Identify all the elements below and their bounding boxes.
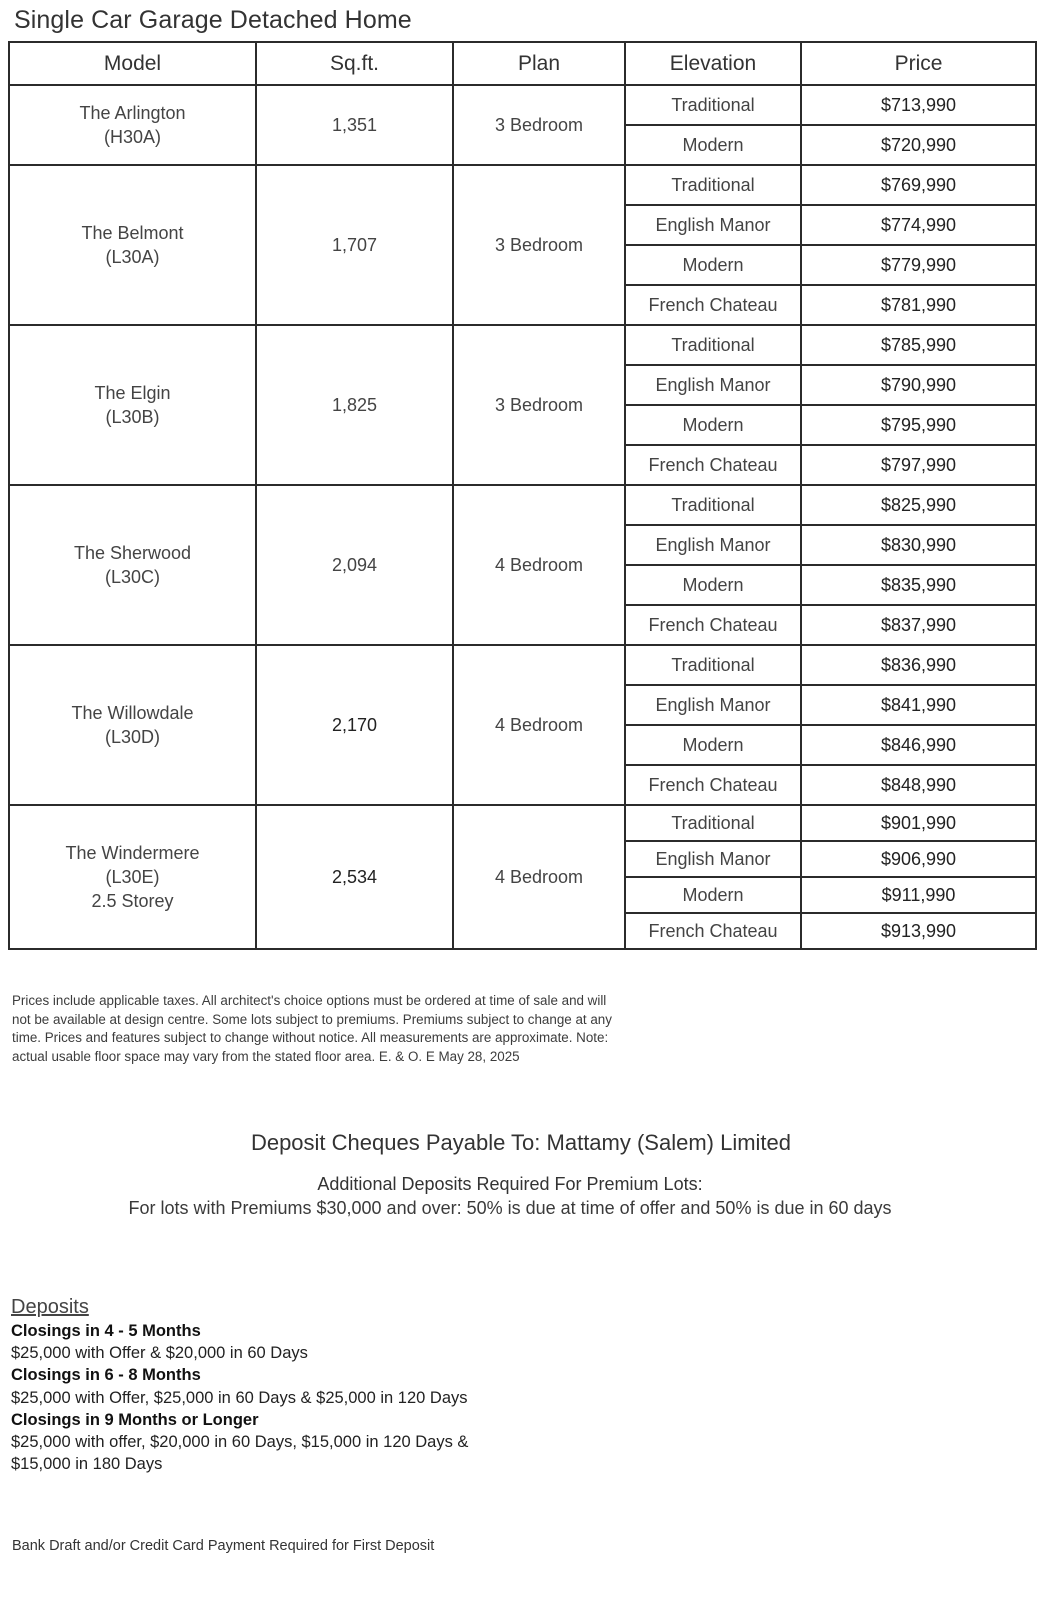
closing-terms: $25,000 with Offer, $25,000 in 60 Days & $25,000 in 120 Days (11, 1388, 468, 1407)
price-cell: $790,990 (801, 365, 1036, 405)
price-cell: $848,990 (801, 765, 1036, 805)
price-cell: $797,990 (801, 445, 1036, 485)
elevation-cell: Modern (625, 125, 801, 165)
elevation-cell: Traditional (625, 645, 801, 685)
price-cell: $713,990 (801, 85, 1036, 125)
closing-heading: Closings in 6 - 8 Months (11, 1366, 201, 1385)
model-name: The Windermere (65, 843, 200, 863)
header-price: Price (801, 42, 1036, 85)
price-table-body (9, 85, 1036, 949)
plan-cell: 3 Bedroom (453, 165, 625, 325)
elevation-cell: Traditional (625, 325, 801, 365)
price-cell: $825,990 (801, 485, 1036, 525)
model-cell (9, 165, 256, 325)
elevation-cell: Traditional (625, 485, 801, 525)
closing-terms: $25,000 with offer, $20,000 in 60 Days, $15,000 in 120 Days & $15,000 in 180 Days (11, 1433, 469, 1474)
page-title: Single Car Garage Detached Home (14, 6, 412, 34)
elevation-cell: Traditional (625, 165, 801, 205)
deposits-section (11, 1294, 611, 1475)
price-cell: $785,990 (801, 325, 1036, 365)
elevation-cell: Modern (625, 405, 801, 445)
model-code: (L30C) (104, 567, 161, 587)
model-name: The Willowdale (71, 703, 194, 723)
plan-cell: 3 Bedroom (453, 325, 625, 485)
price-cell: $913,990 (801, 913, 1036, 949)
model-code: (H30A) (103, 127, 161, 147)
table-row (9, 645, 1036, 685)
elevation-cell: French Chateau (625, 765, 801, 805)
price-cell: $901,990 (801, 805, 1036, 841)
price-cell: $720,990 (801, 125, 1036, 165)
table-row (9, 325, 1036, 365)
plan-cell: 3 Bedroom (453, 85, 625, 165)
price-cell: $846,990 (801, 725, 1036, 765)
elevation-cell: Modern (625, 565, 801, 605)
closing-heading: Closings in 9 Months or Longer (11, 1410, 259, 1429)
header-sqft: Sq.ft. (256, 42, 453, 85)
elevation-cell: Traditional (625, 805, 801, 841)
price-cell: $835,990 (801, 565, 1036, 605)
disclaimer-text: Prices include applicable taxes. All architect's choice options must be ordered at time of sale and will not be available at design centre. Some lots subject to premiums. Premiums subject to change at any time. Prices and features subject to change without notice. All measurements are approximate. Note: actual usable floor space may vary from the stated floor area. E. & O. E May 28, 2025 (12, 993, 612, 1064)
price-table (8, 41, 1037, 950)
model-name: The Arlington (79, 103, 186, 123)
price-cell: $774,990 (801, 205, 1036, 245)
plan-cell: 4 Bedroom (453, 485, 625, 645)
model-note: 2.5 Storey (91, 891, 174, 911)
closing-heading: Closings in 4 - 5 Months (11, 1322, 201, 1340)
elevation-cell: French Chateau (625, 913, 801, 949)
sqft-cell: 2,170 (256, 645, 453, 805)
price-cell: $781,990 (801, 285, 1036, 325)
price-cell: $911,990 (801, 877, 1036, 913)
sqft-cell: 1,825 (256, 325, 453, 485)
model-name: The Sherwood (73, 543, 192, 563)
deposits-title: Deposits (11, 1296, 89, 1318)
premium-lots-text: For lots with Premiums $30,000 and over: 50% is due at time of offer and 50% is due in 60 days (128, 1198, 892, 1218)
elevation-cell: English Manor (625, 841, 801, 877)
header-elevation: Elevation (625, 42, 801, 85)
header-plan: Plan (453, 42, 625, 85)
price-cell: $830,990 (801, 525, 1036, 565)
model-cell (9, 325, 256, 485)
closing-terms: $25,000 with Offer & $20,000 in 60 Days (11, 1344, 308, 1363)
elevation-cell: Modern (625, 725, 801, 765)
price-cell: $906,990 (801, 841, 1036, 877)
elevation-cell: French Chateau (625, 605, 801, 645)
price-cell: $769,990 (801, 165, 1036, 205)
elevation-cell: English Manor (625, 525, 801, 565)
plan-cell: 4 Bedroom (453, 805, 625, 949)
plan-cell: 4 Bedroom (453, 645, 625, 805)
premium-lots-heading: Additional Deposits Required For Premium Lots: (317, 1174, 703, 1194)
model-code: (L30D) (104, 727, 161, 747)
price-cell: $779,990 (801, 245, 1036, 285)
model-cell (9, 645, 256, 805)
footer-note: Bank Draft and/or Credit Card Payment Required for First Deposit (12, 1538, 435, 1554)
elevation-cell: French Chateau (625, 285, 801, 325)
sqft-cell: 2,094 (256, 485, 453, 645)
header-model: Model (9, 42, 256, 85)
deposit-payable-to: Deposit Cheques Payable To: Mattamy (Salem) Limited (250, 1130, 792, 1155)
price-cell: $795,990 (801, 405, 1036, 445)
elevation-cell: Traditional (625, 85, 801, 125)
table-header-row (9, 42, 1036, 85)
elevation-cell: English Manor (625, 365, 801, 405)
model-code: (L30B) (105, 407, 160, 427)
model-code: (L30E) (105, 867, 160, 887)
table-row (9, 485, 1036, 525)
elevation-cell: Modern (625, 245, 801, 285)
model-name: The Elgin (94, 383, 171, 403)
sqft-cell: 1,351 (256, 85, 453, 165)
model-cell (9, 485, 256, 645)
price-cell: $836,990 (801, 645, 1036, 685)
elevation-cell: Modern (625, 877, 801, 913)
model-cell (9, 805, 256, 949)
model-cell (9, 85, 256, 165)
model-code: (L30A) (105, 247, 160, 267)
table-row (9, 165, 1036, 205)
elevation-cell: English Manor (625, 205, 801, 245)
table-row (9, 805, 1036, 841)
elevation-cell: English Manor (625, 685, 801, 725)
sqft-cell: 2,534 (256, 805, 453, 949)
model-name: The Belmont (81, 223, 184, 243)
elevation-cell: French Chateau (625, 445, 801, 485)
sqft-cell: 1,707 (256, 165, 453, 325)
price-cell: $837,990 (801, 605, 1036, 645)
table-row (9, 85, 1036, 125)
price-cell: $841,990 (801, 685, 1036, 725)
